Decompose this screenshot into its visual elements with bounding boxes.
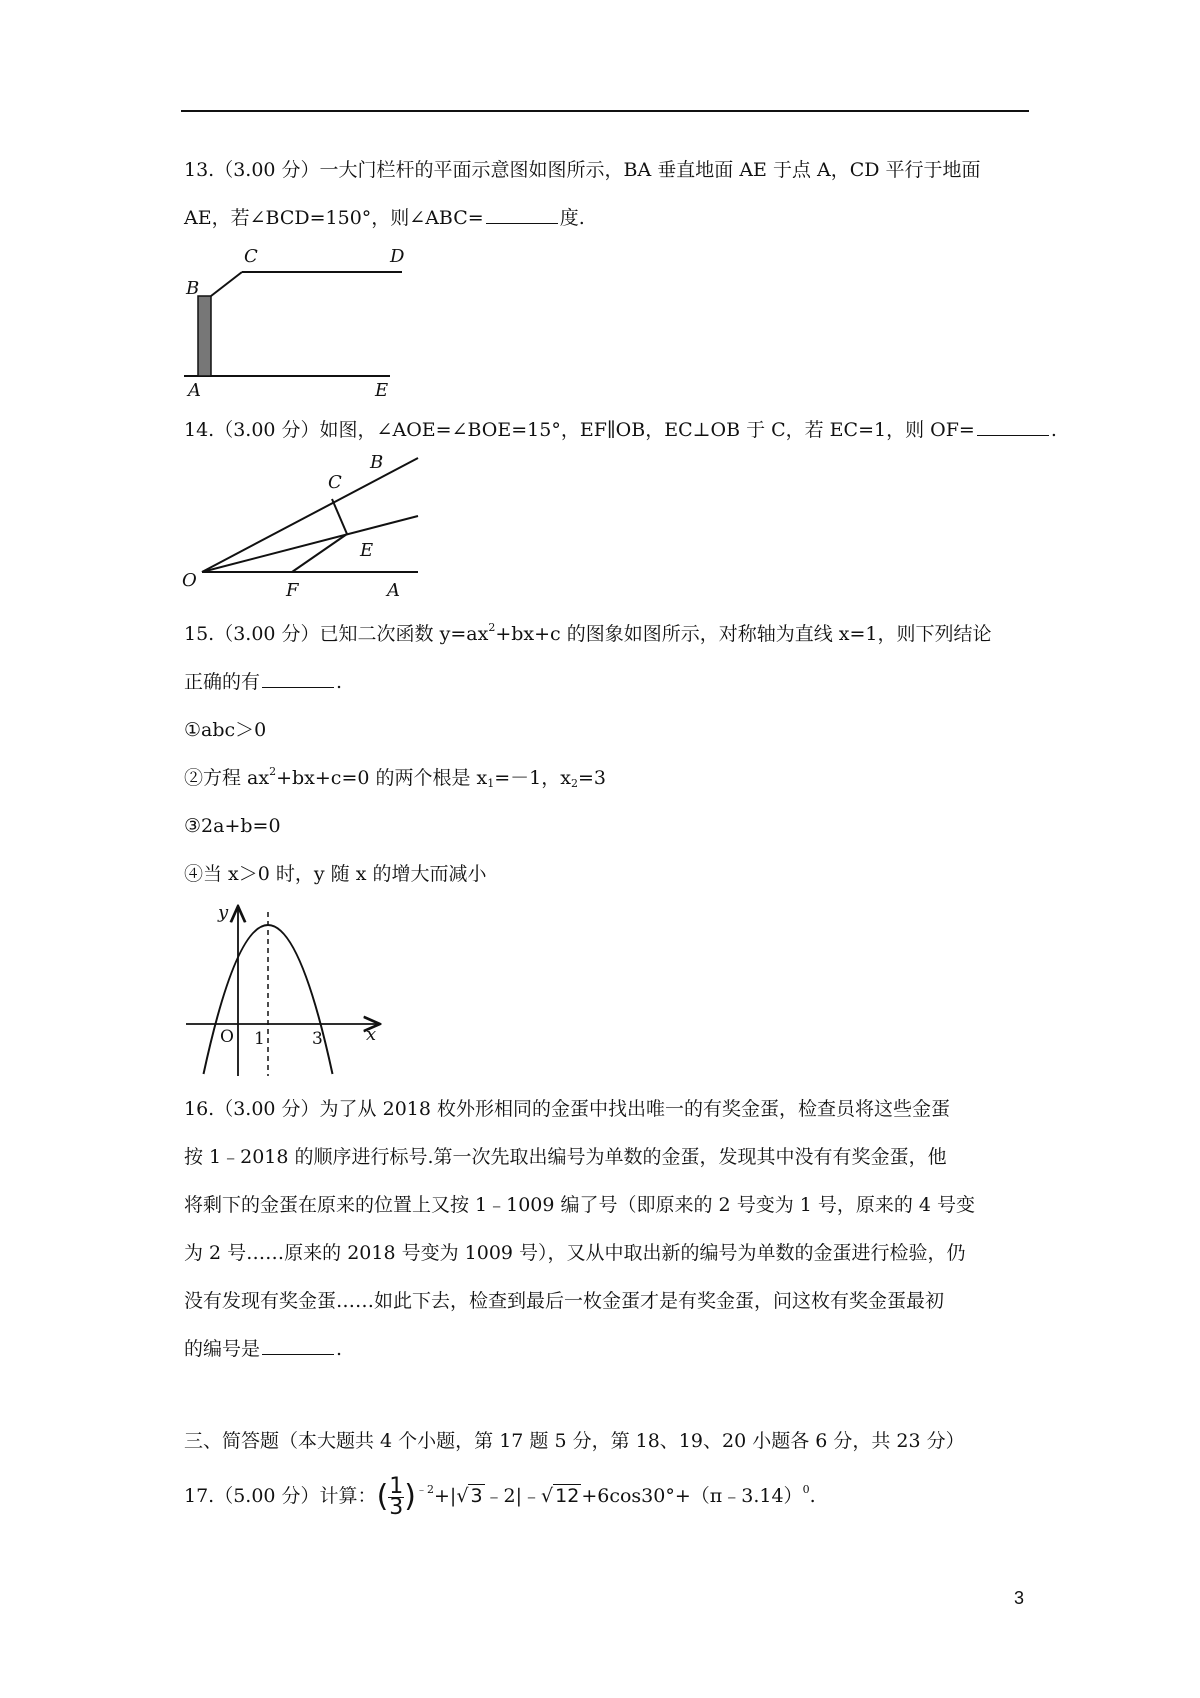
q17-prefix: 17.（5.00 分）计算： <box>184 1485 377 1507</box>
q15-opt2-sub1: 1 <box>487 777 495 790</box>
fraction-numerator: 1 <box>389 1473 404 1499</box>
label-y: y <box>218 902 229 923</box>
page-number: 3 <box>1014 1588 1025 1608</box>
q15-option-1: ①abc＞0 <box>184 719 267 741</box>
left-paren: ( <box>376 1479 389 1514</box>
tick-3: 3 <box>312 1029 323 1049</box>
q16-line3: 将剩下的金蛋在原来的位置上又按 1﹣1009 编了号（即原来的 2 号变为 1 号，原来的 4 号变 <box>184 1194 976 1216</box>
label-f: F <box>286 580 299 598</box>
answer-blank-q14[interactable] <box>977 419 1049 436</box>
q13-figure <box>180 240 410 400</box>
ray-oe <box>202 516 418 572</box>
segment-ef <box>292 534 347 572</box>
label-e: E <box>375 380 389 400</box>
label-a: A <box>188 380 201 400</box>
radicand-3: 3 <box>470 1485 483 1507</box>
q16-line2: 按 1﹣2018 的顺序进行标号.第一次先取出编号为单数的金蛋，发现其中没有有奖金蛋，他 <box>184 1146 947 1168</box>
label-x: x <box>366 1024 377 1045</box>
answer-blank-q16[interactable] <box>262 1338 334 1355</box>
q16-line6 <box>184 1337 342 1361</box>
header-rule <box>181 110 1029 112</box>
q15-opt2-a: ②方程 ax <box>184 767 270 789</box>
sqrt-12: √ 12 <box>541 1485 580 1507</box>
fraction-denominator: 3 <box>389 1494 404 1520</box>
q13-line2 <box>184 206 585 230</box>
ray-ob <box>202 458 418 572</box>
label-c: C <box>328 472 342 493</box>
q13-line2-end: 度. <box>559 207 585 229</box>
q17-tail-exponent: 0 <box>802 1483 810 1496</box>
sqrt-3: √ 3 <box>456 1485 483 1507</box>
q15-line1-a: 15.（3.00 分）已知二次函数 y=ax <box>184 623 489 645</box>
q13-line2-text: AE，若∠BCD=150°，则∠ABC= <box>184 207 484 229</box>
gate-post-ba <box>198 296 211 376</box>
label-origin: O <box>220 1027 234 1047</box>
q14-line1 <box>184 418 1057 442</box>
q15-line1-sup: 2 <box>488 621 496 634</box>
answer-blank-q15[interactable] <box>262 671 334 688</box>
q14-end: . <box>1050 419 1057 441</box>
label-b: B <box>370 452 384 473</box>
q15-opt2-c: =－1，x <box>494 767 571 789</box>
right-paren: ) <box>404 1479 416 1514</box>
q16-line6-b: . <box>336 1338 343 1360</box>
q15-line2-b: . <box>336 671 343 693</box>
q15-line1 <box>184 622 991 646</box>
tick-1: 1 <box>254 1029 265 1049</box>
label-b: B <box>186 278 200 299</box>
q17-abs-open: +| <box>434 1485 457 1507</box>
q13-line1: 13.（3.00 分）一大门栏杆的平面示意图如图所示，BA 垂直地面 AE 于点 A，CD 平行于地面 <box>184 159 981 181</box>
q14-text: 14.（3.00 分）如图，∠AOE=∠BOE=15°，EF∥OB，EC⊥OB 于 C，若 EC=1，则 OF= <box>184 419 975 441</box>
q15-line1-b: +bx+c 的图象如图所示，对称轴为直线 x=1，则下列结论 <box>495 623 992 645</box>
q15-option-3: ③2a+b=0 <box>184 815 281 837</box>
label-a: A <box>387 580 400 598</box>
answer-blank-q13[interactable] <box>486 207 558 224</box>
segment-bc <box>211 272 242 296</box>
q17-tail: +6cos30°+（π﹣3.14） <box>581 1485 803 1507</box>
label-d: D <box>390 246 405 267</box>
q16-line5: 没有发现有奖金蛋……如此下去，检查到最后一枚金蛋才是有奖金蛋，问这枚有奖金蛋最初 <box>184 1290 945 1312</box>
q15-option-2 <box>184 766 606 790</box>
q15-opt2-b: +bx+c=0 的两个根是 x <box>276 767 488 789</box>
fraction-one-third <box>388 1473 404 1520</box>
label-c: C <box>244 246 258 267</box>
q16-line1: 16.（3.00 分）为了从 2018 枚外形相同的金蛋中找出唯一的有奖金蛋，检查员将这些金蛋 <box>184 1098 950 1120</box>
q17-end: . <box>809 1485 816 1507</box>
q15-opt2-sub2: 2 <box>571 777 578 790</box>
q17-abs-close: ﹣2|﹣ <box>484 1485 542 1507</box>
section-3-heading: 三、简答题（本大题共 4 个小题，第 17 题 5 分，第 18、19、20 小题各 6 分，共 23 分） <box>184 1430 965 1452</box>
q14-figure <box>180 448 430 598</box>
q15-option-4: ④当 x＞0 时，y 随 x 的增大而减小 <box>184 863 487 885</box>
label-o: O <box>182 570 197 591</box>
label-e: E <box>360 540 374 561</box>
q17-line <box>184 1468 816 1524</box>
q17-exponent: ﹣2 <box>416 1483 434 1496</box>
q16-line6-a: 的编号是 <box>184 1338 261 1360</box>
q15-opt2-d: =3 <box>578 767 607 789</box>
q15-parabola-figure <box>180 900 390 1080</box>
q15-line2-a: 正确的有 <box>184 671 261 693</box>
q15-opt2-sup: 2 <box>269 765 277 778</box>
radicand-12: 12 <box>555 1485 580 1507</box>
q15-line2 <box>184 670 342 694</box>
q16-line4: 为 2 号……原来的 2018 号变为 1009 号），又从中取出新的编号为单数的金蛋进行检验，仍 <box>184 1242 966 1264</box>
segment-ec <box>332 499 347 534</box>
